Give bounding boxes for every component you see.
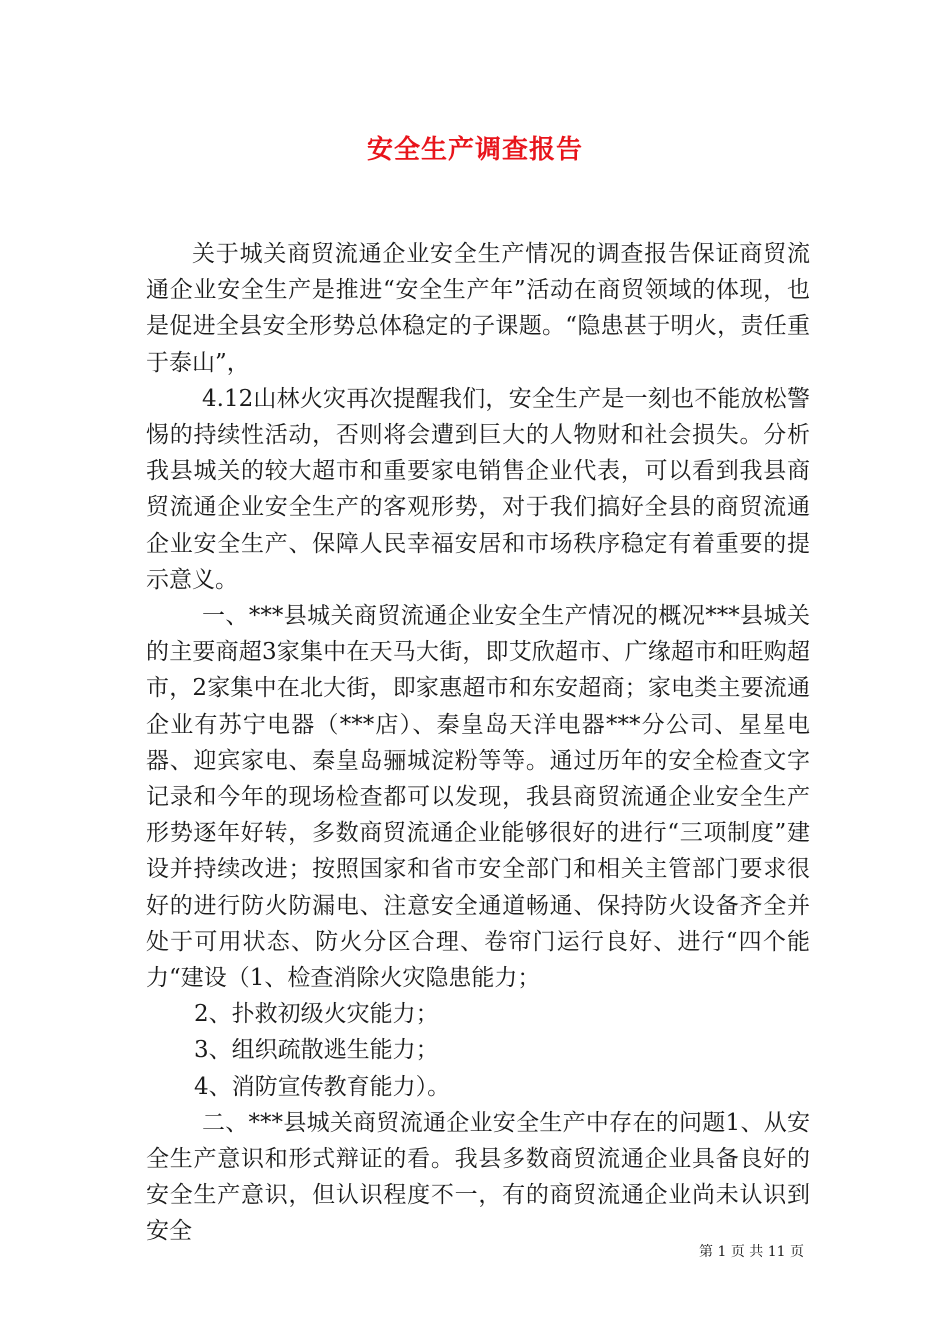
paragraph-fire-reminder: 4.12山林火灾再次提醒我们，安全生产是一刻也不能放松警惕的持续性活动，否则将会遭到巨大的人物财和社会损失。分析我县城关的较大超市和重要家电销售企业代表，可以看到我县商贸流通企业安全生产的客观形势，对于我们搞好全县的商贸流通企业安全生产、保障人民幸福安居和市场秩序稳定有着重要的提示意义。 — [146, 385, 810, 593]
paragraph-intro: 关于城关商贸流通企业安全生产情况的调查报告保证商贸流通企业安全生产是推进“安全生产年”活动在商贸领域的体现，也是促进全县安全形势总体稳定的子课题。“隐患甚于明火，责任重于泰山”， — [146, 241, 810, 376]
page-number-footer: 第 1 页 共 11 页 — [699, 1244, 804, 1260]
document-title: 安全生产调查报告 — [366, 135, 583, 165]
paragraph-section-one: 一、***县城关商贸流通企业安全生产情况的概况***县城关的主要商超3家集中在天马大街，即艾欣超市、广缘超市和旺购超市，2家集中在北大街，即家惠超市和东安超商；家电类主要流通企业有苏宁电器（***店）、秦皇岛天洋电器***分公司、星星电器、迎宾家电、秦皇岛骊城淀粉等等。通过历年的安全检查文字记录和今年的现场检查都可以发现，我县商贸流通企业安全生产形势逐年好转，多数商贸流通企业能够很好的进行“三项制度”建设并持续改进；按照国家和省市安全部门和相关主管部门要求很好的进行防火防漏电、注意安全通道畅通、保持防火设备齐全并处于可用状态、防火分区合理、卷帘门运行良好、进行“四个能力“建设（1、检查消除火灾隐患能力； — [146, 603, 810, 992]
list-item: 3、组织疏散逃生能力； — [194, 1037, 439, 1064]
document-body — [146, 236, 810, 1250]
paragraph-section-two: 二、***县城关商贸流通企业安全生产中存在的问题1、从安全生产意识和形式辩证的看。我县多数商贸流通企业具备良好的安全生产意识，但认识程度不一，有的商贸流通企业尚未认识到安全 — [146, 1109, 810, 1245]
list-item: 4、消防宣传教育能力）。 — [194, 1073, 451, 1100]
list-item: 2、扑救初级火灾能力； — [194, 1001, 439, 1028]
